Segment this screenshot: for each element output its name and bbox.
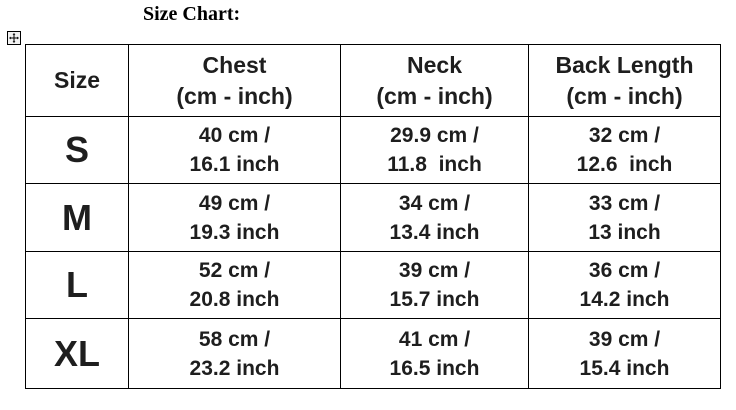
header-cell-size [26,45,129,117]
header-label: Chest [202,51,267,78]
measurement-inch: 13.4 inch [389,220,480,244]
measurement-inch: 14.2 inch [579,288,670,311]
measurement-cm: 52 cm / [198,259,271,282]
measurement-inch: 20.8 inch [189,288,280,311]
measurement-cm: 39 cm / [398,259,471,282]
header-cell-back-length [529,45,721,117]
measurement-cm: 40 cm / [198,124,271,147]
measurement-inch: 23.2 inch [189,356,280,380]
header-cell-chest [129,45,341,117]
four-way-arrow-icon [9,33,19,43]
size-label: S [64,129,89,170]
table-row-l [26,252,721,319]
size-label: L [66,264,88,305]
measurement-cm: 49 cm / [198,191,271,215]
measurement-inch: 19.3 inch [189,220,280,244]
measurement-cm: 41 cm / [398,327,471,351]
size-cell [26,184,129,252]
header-unit-label: (cm - inch) [566,82,683,109]
table-row-m [26,184,721,252]
table-row-s [26,117,721,184]
measurement-inch: 12.6 inch [576,153,673,176]
measurement-inch: 15.7 inch [389,288,480,311]
cell-back-length-m [529,184,721,252]
cell-chest-xl [129,319,341,389]
header-unit-label: (cm - inch) [176,82,293,109]
measurement-cm: 29.9 cm / [390,124,479,147]
measurement-cm: 36 cm / [588,259,661,282]
size-chart-table [25,44,721,389]
size-cell [26,117,129,184]
measurement-inch: 13 inch [588,220,661,244]
cell-chest-m [129,184,341,252]
cell-neck-xl [341,319,529,389]
header-unit-label: (cm - inch) [376,82,493,109]
cell-back-length-xl [529,319,721,389]
header-cell-neck [341,45,529,117]
measurement-inch: 16.5 inch [389,356,480,380]
size-cell [26,319,129,389]
cell-chest-s [129,117,341,184]
table-row-xl [26,319,721,389]
header-row [26,45,721,117]
measurement-inch: 15.4 inch [579,356,670,380]
measurement-cm: 34 cm / [398,191,471,215]
page-title: Size Chart: [143,3,241,25]
measurement-cm: 39 cm / [588,327,661,351]
cell-back-length-l [529,252,721,319]
cell-chest-l [129,252,341,319]
measurement-cm: 58 cm / [198,327,271,351]
measurement-cm: 33 cm / [588,191,661,215]
table-move-handle[interactable] [7,31,21,45]
cell-neck-m [341,184,529,252]
size-label: XL [53,332,100,374]
size-label: M [62,196,92,238]
header-label: Neck [407,51,462,78]
measurement-inch: 16.1 inch [189,153,280,176]
measurement-inch: 11.8 inch [387,153,482,176]
cell-neck-s [341,117,529,184]
cell-neck-l [341,252,529,319]
size-cell [26,252,129,319]
header-label: Back Length [555,51,694,78]
measurement-cm: 32 cm / [588,124,661,147]
cell-back-length-s [529,117,721,184]
header-label: Size [53,67,101,93]
